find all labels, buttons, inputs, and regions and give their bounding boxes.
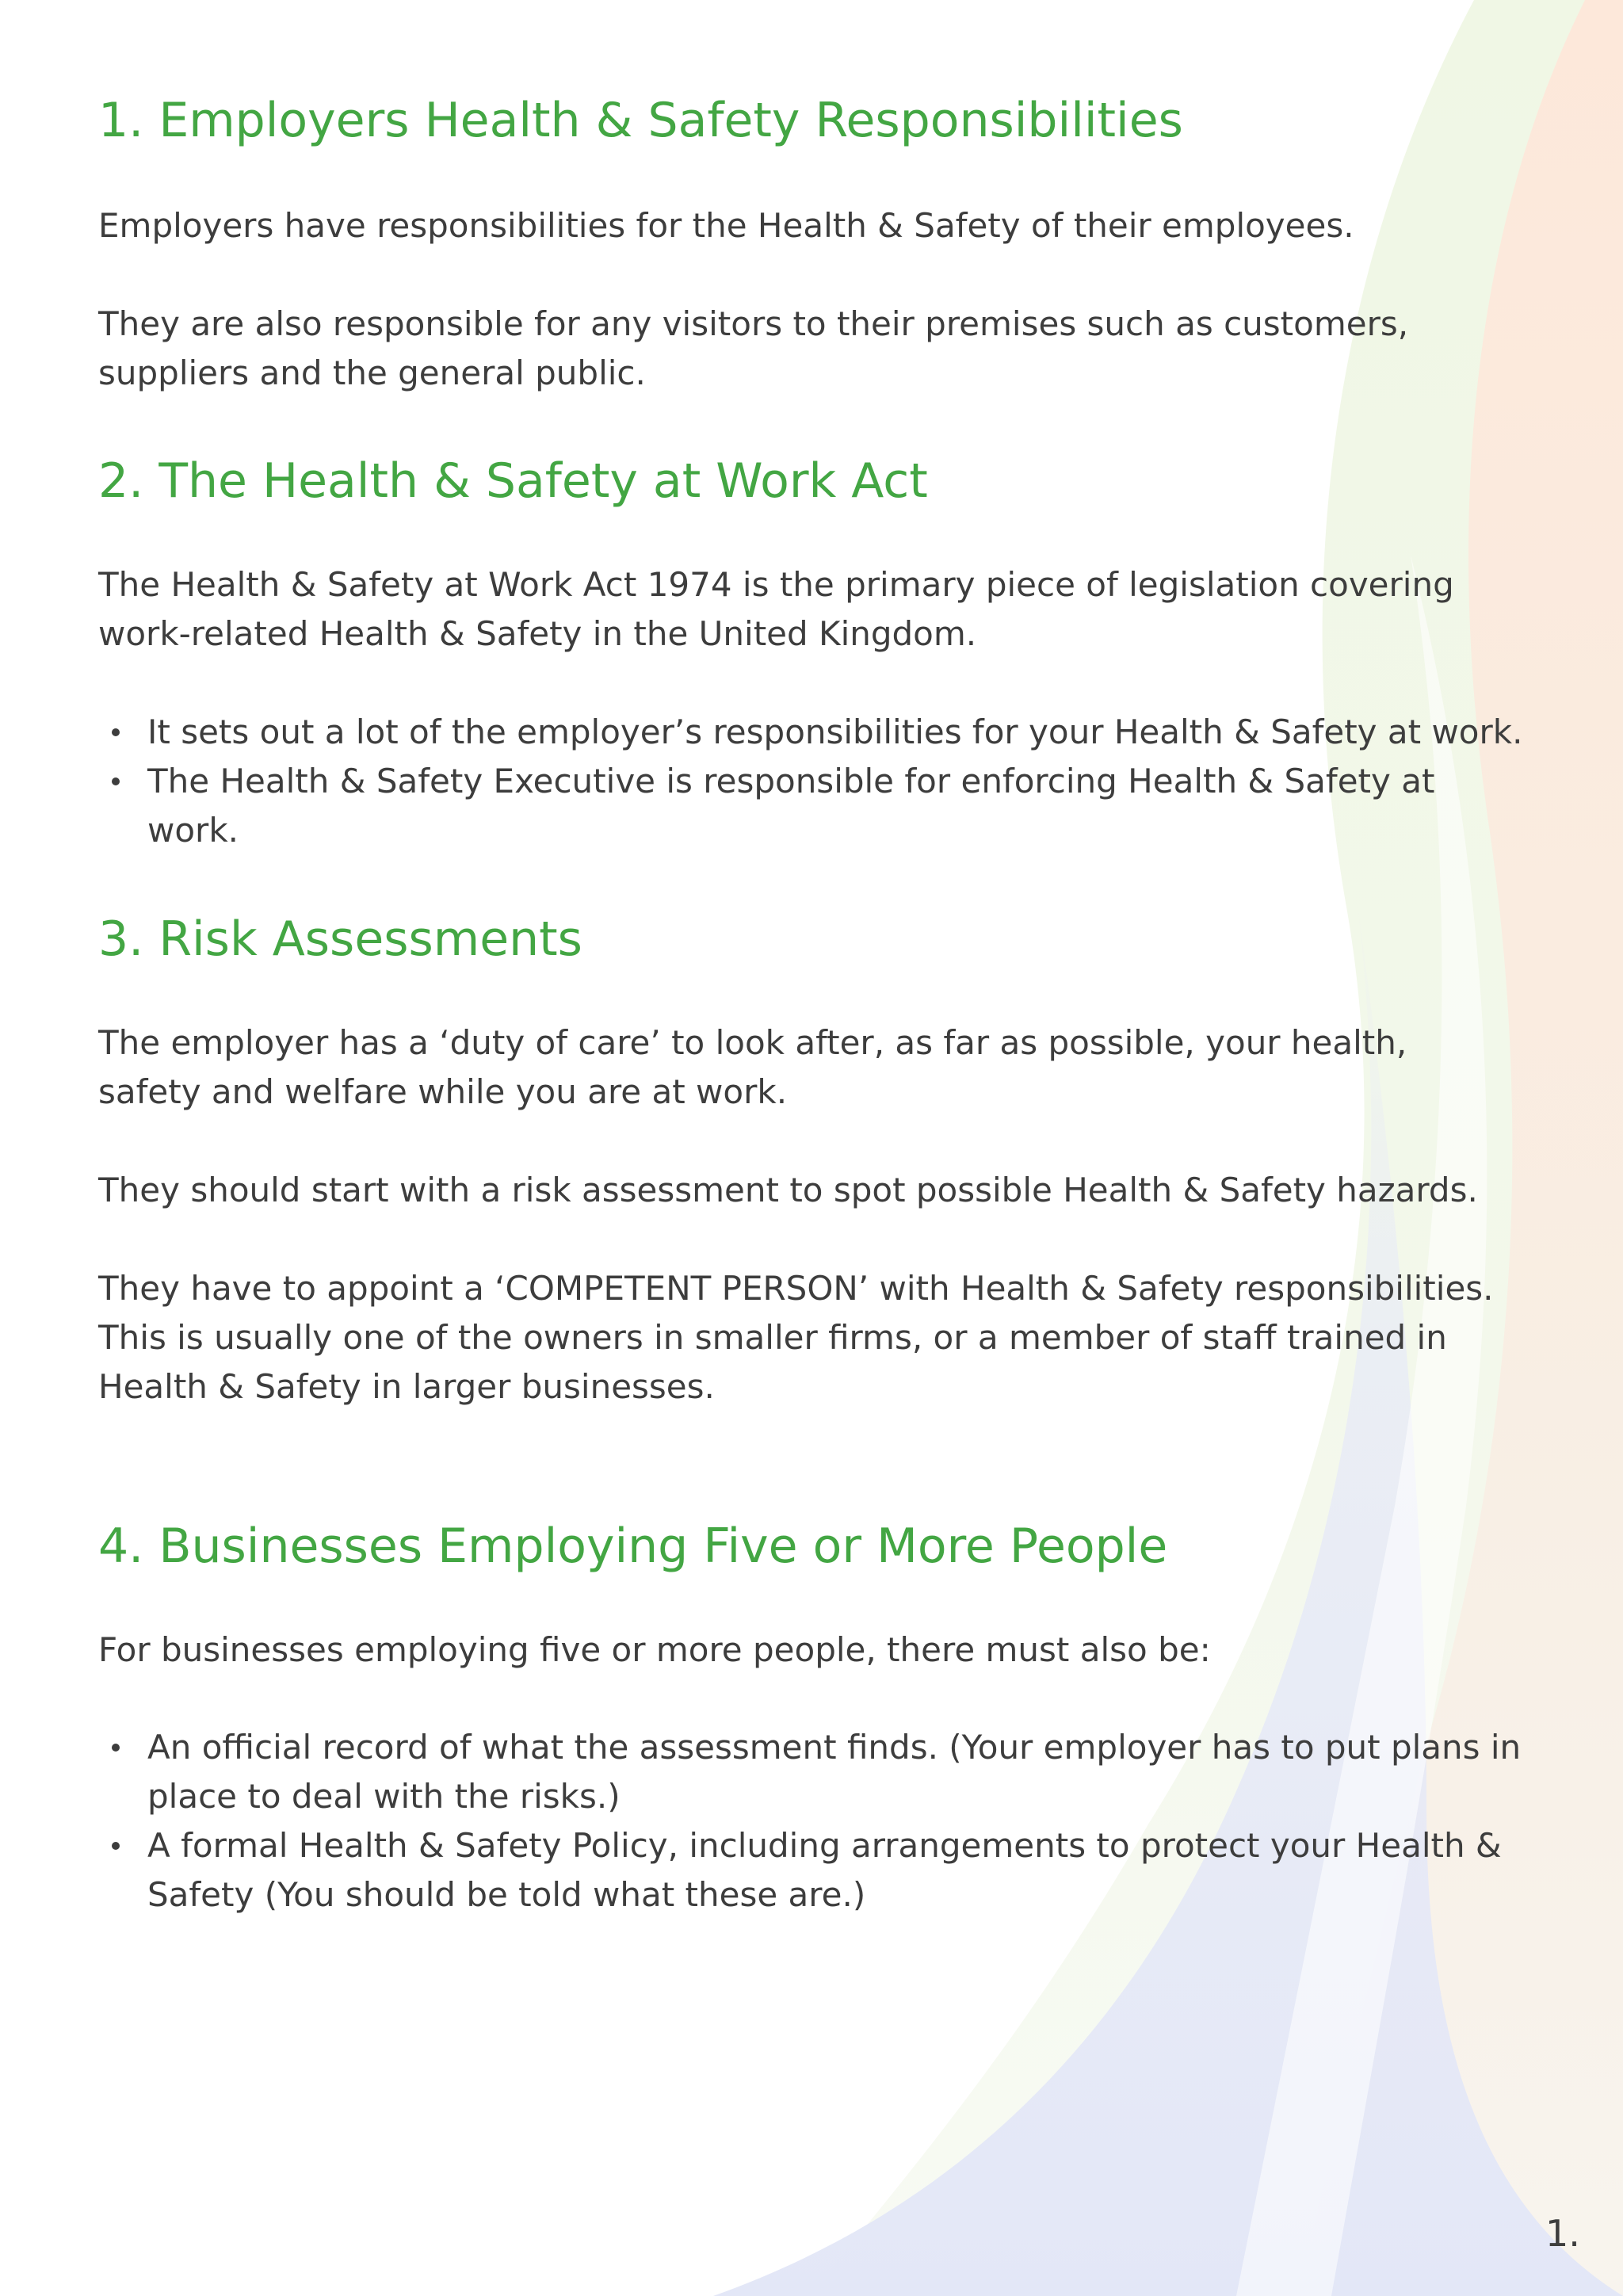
section-1-paragraph-1: Employers have responsibilities for the Health & Safety of their employees. [98, 206, 1354, 245]
bullet-icon [112, 1842, 120, 1850]
list-item-text: An official record of what the assessment finds. (Your employer has to put plans in place to deal with the risks.) [147, 1728, 1522, 1816]
section-3-paragraph-1: The employer has a ‘duty of care’ to look after, as far as possible, your health, safety and welfare while you are at work. [98, 1023, 1407, 1111]
bullet-icon [112, 777, 120, 785]
section-1-heading: 1. Employers Health & Safety Responsibilities [98, 93, 1183, 148]
bullet-icon [112, 728, 120, 736]
section-2-bullet-list [98, 708, 1549, 855]
list-item [98, 757, 1463, 855]
list-item [98, 708, 1549, 757]
section-3-heading: 3. Risk Assessments [98, 911, 582, 967]
list-item-text: The Health & Safety Executive is responsible for enforcing Health & Safety at work. [147, 762, 1435, 850]
section-4-heading: 4. Businesses Employing Five or More People [98, 1519, 1168, 1574]
section-4-bullet-list [98, 1723, 1525, 1920]
list-item [98, 1723, 1526, 1821]
list-item-text: It sets out a lot of the employer’s responsibilities for your Health & Safety at work. [147, 712, 1523, 751]
list-item [98, 1821, 1558, 1920]
section-3-paragraph-2: They should start with a risk assessment to spot possible Health & Safety hazards. [98, 1171, 1478, 1209]
bullet-icon [112, 1744, 120, 1752]
section-2-heading: 2. The Health & Safety at Work Act [98, 453, 928, 509]
section-3-paragraph-3: They have to appoint a ‘COMPETENT PERSON’ with Health & Safety responsibilities. This is usually one of the owners in smaller firms, or a member of staff trained in Health & Safety in larger businesses. [98, 1269, 1494, 1406]
list-item-text: A formal Health & Safety Policy, including arrangements to protect your Health & Safety (You should be told what these are.) [147, 1826, 1502, 1914]
page-number: 1. [1545, 2212, 1580, 2255]
section-4-paragraph-1: For businesses employing five or more people, there must also be: [98, 1630, 1211, 1669]
section-1-paragraph-2: They are also responsible for any visitors to their premises such as customers, suppliers and the general public. [98, 304, 1409, 392]
section-2-paragraph-1: The Health & Safety at Work Act 1974 is the primary piece of legislation covering work-related Health & Safety in the United Kingdom. [98, 565, 1454, 653]
